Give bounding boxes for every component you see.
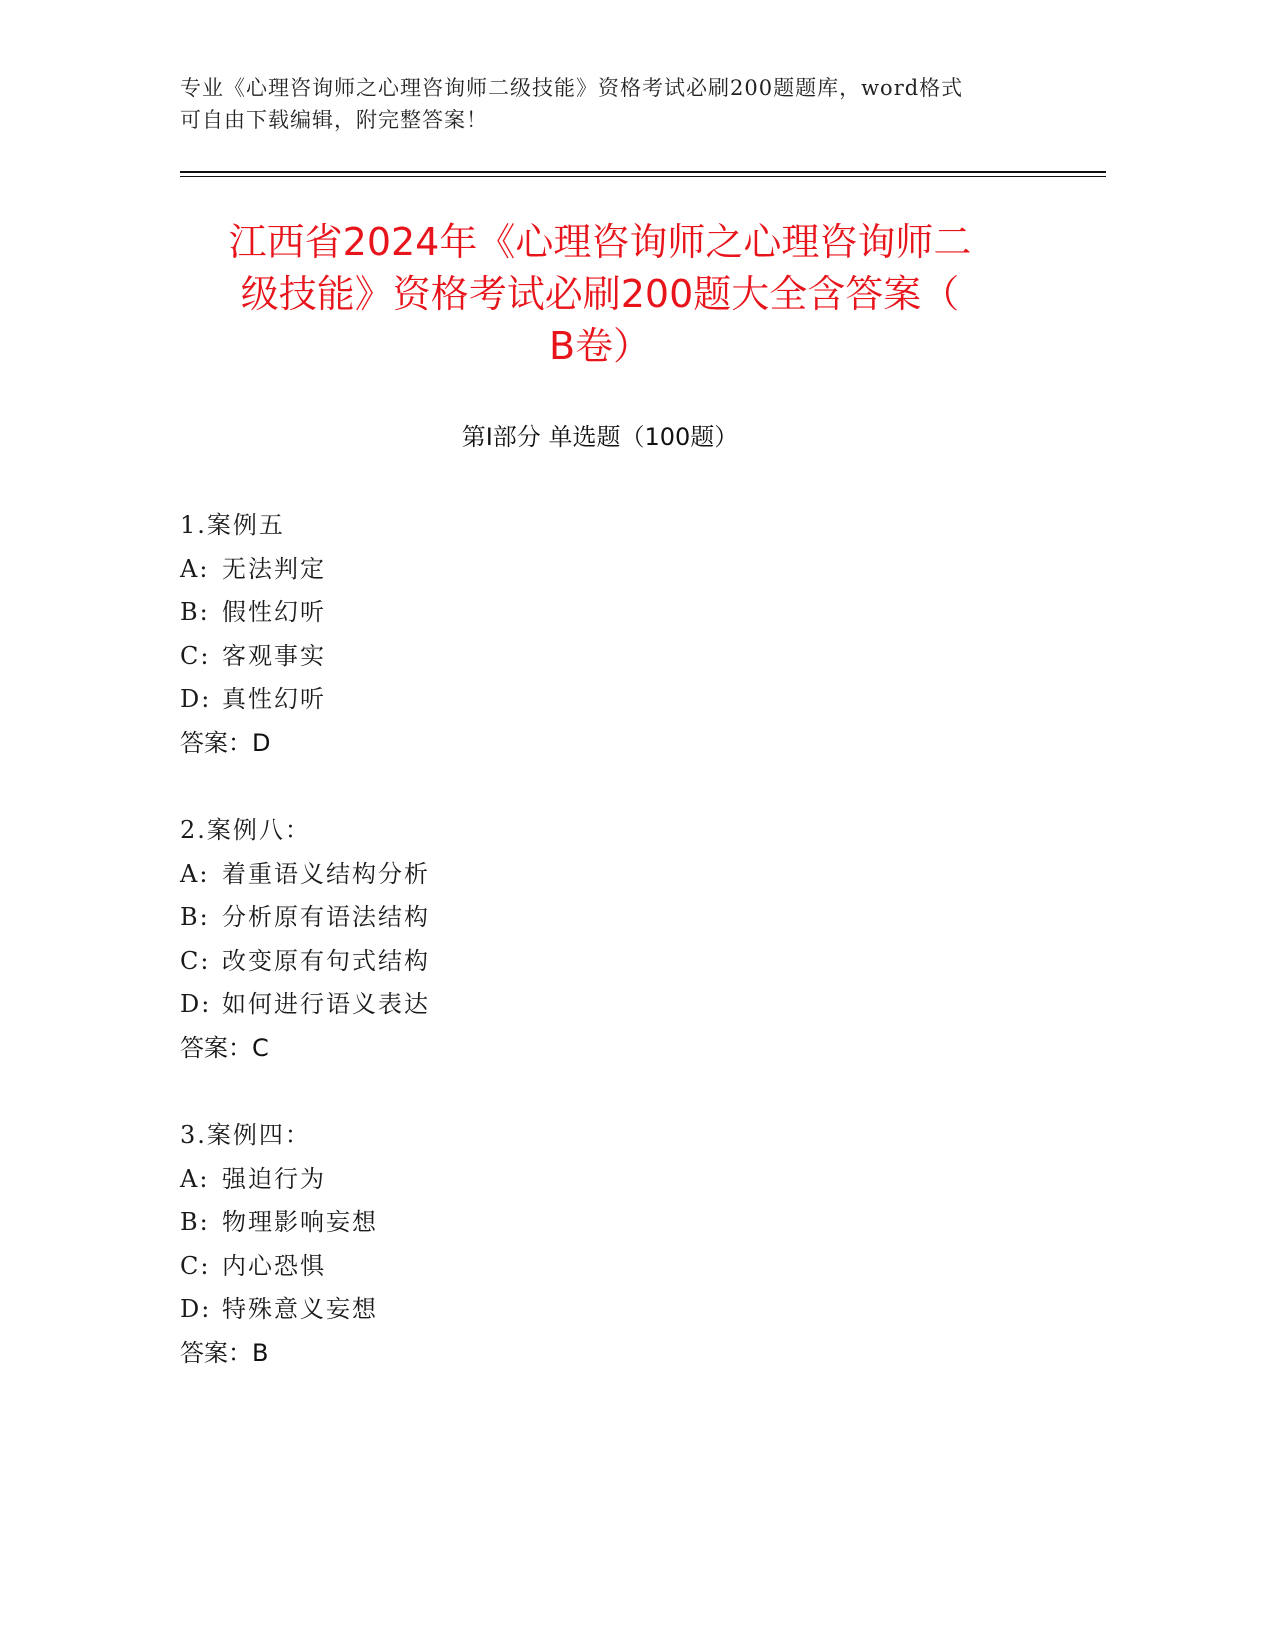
- answer-line: 答案：B: [180, 1338, 269, 1367]
- option-text: 如何进行语义表达: [222, 990, 430, 1018]
- option-key: C:: [180, 1251, 211, 1280]
- header-note-line-1: 专业《心理咨询师之心理咨询师二级技能》资格考试必刷200题题库，word格式: [180, 76, 964, 100]
- option-text: 物理影响妄想: [222, 1208, 378, 1236]
- option-c: [180, 940, 1080, 984]
- option-key: C:: [180, 946, 211, 975]
- document-title-line-1: 江西省2024年《心理咨询师之心理咨询师二: [228, 220, 972, 264]
- option-key: A:: [180, 554, 210, 583]
- option-key: A:: [180, 859, 210, 888]
- question-list: [180, 504, 1080, 1419]
- option-text: 真性幻听: [222, 685, 326, 713]
- option-key: D:: [180, 990, 212, 1018]
- option-a: [180, 853, 1080, 897]
- option-a: [180, 1158, 1080, 1202]
- question-3: [180, 1114, 1080, 1375]
- option-text: 特殊意义妄想: [222, 1295, 378, 1323]
- option-text: 无法判定: [222, 554, 326, 583]
- option-c: [180, 1245, 1080, 1289]
- option-key: D:: [180, 685, 212, 713]
- header-note: [180, 72, 1040, 136]
- document-title-line-3: B卷）: [548, 324, 652, 368]
- option-b: [180, 896, 1080, 940]
- option-b: [180, 1201, 1080, 1245]
- option-text: 着重语义结构分析: [222, 859, 430, 888]
- question-stem: 1.案例五: [180, 511, 285, 539]
- option-text: 改变原有句式结构: [222, 946, 430, 975]
- question-2: [180, 809, 1080, 1070]
- option-d: [180, 1288, 1080, 1332]
- option-key: B:: [180, 1208, 210, 1236]
- answer-line: 答案：D: [180, 728, 271, 757]
- option-key: B:: [180, 598, 210, 626]
- option-key: A:: [180, 1164, 210, 1193]
- document-title-line-2: 级技能》资格考试必刷200题大全含答案（: [240, 272, 960, 316]
- question-1: [180, 504, 1080, 765]
- document-title: [160, 216, 1040, 372]
- option-text: 强迫行为: [222, 1164, 326, 1193]
- option-text: 内心恐惧: [222, 1251, 326, 1280]
- header-note-line-2: 可自由下载编辑，附完整答案！: [180, 108, 488, 132]
- option-key: D:: [180, 1295, 212, 1323]
- option-text: 分析原有语法结构: [222, 903, 430, 931]
- header-divider-thin: [180, 176, 1106, 177]
- option-key: B:: [180, 903, 210, 931]
- option-b: [180, 591, 1080, 635]
- section-title: 第Ⅰ部分 单选题（100题）: [461, 423, 739, 451]
- option-key: C:: [180, 641, 211, 670]
- option-c: [180, 635, 1080, 679]
- answer-line: 答案：C: [180, 1033, 269, 1062]
- option-text: 客观事实: [222, 641, 326, 670]
- option-d: [180, 983, 1080, 1027]
- option-text: 假性幻听: [222, 598, 326, 626]
- question-stem: 2.案例八：: [180, 816, 311, 844]
- option-a: [180, 548, 1080, 592]
- question-stem: 3.案例四：: [180, 1121, 311, 1149]
- option-d: [180, 678, 1080, 722]
- header-divider-thick: [180, 171, 1106, 173]
